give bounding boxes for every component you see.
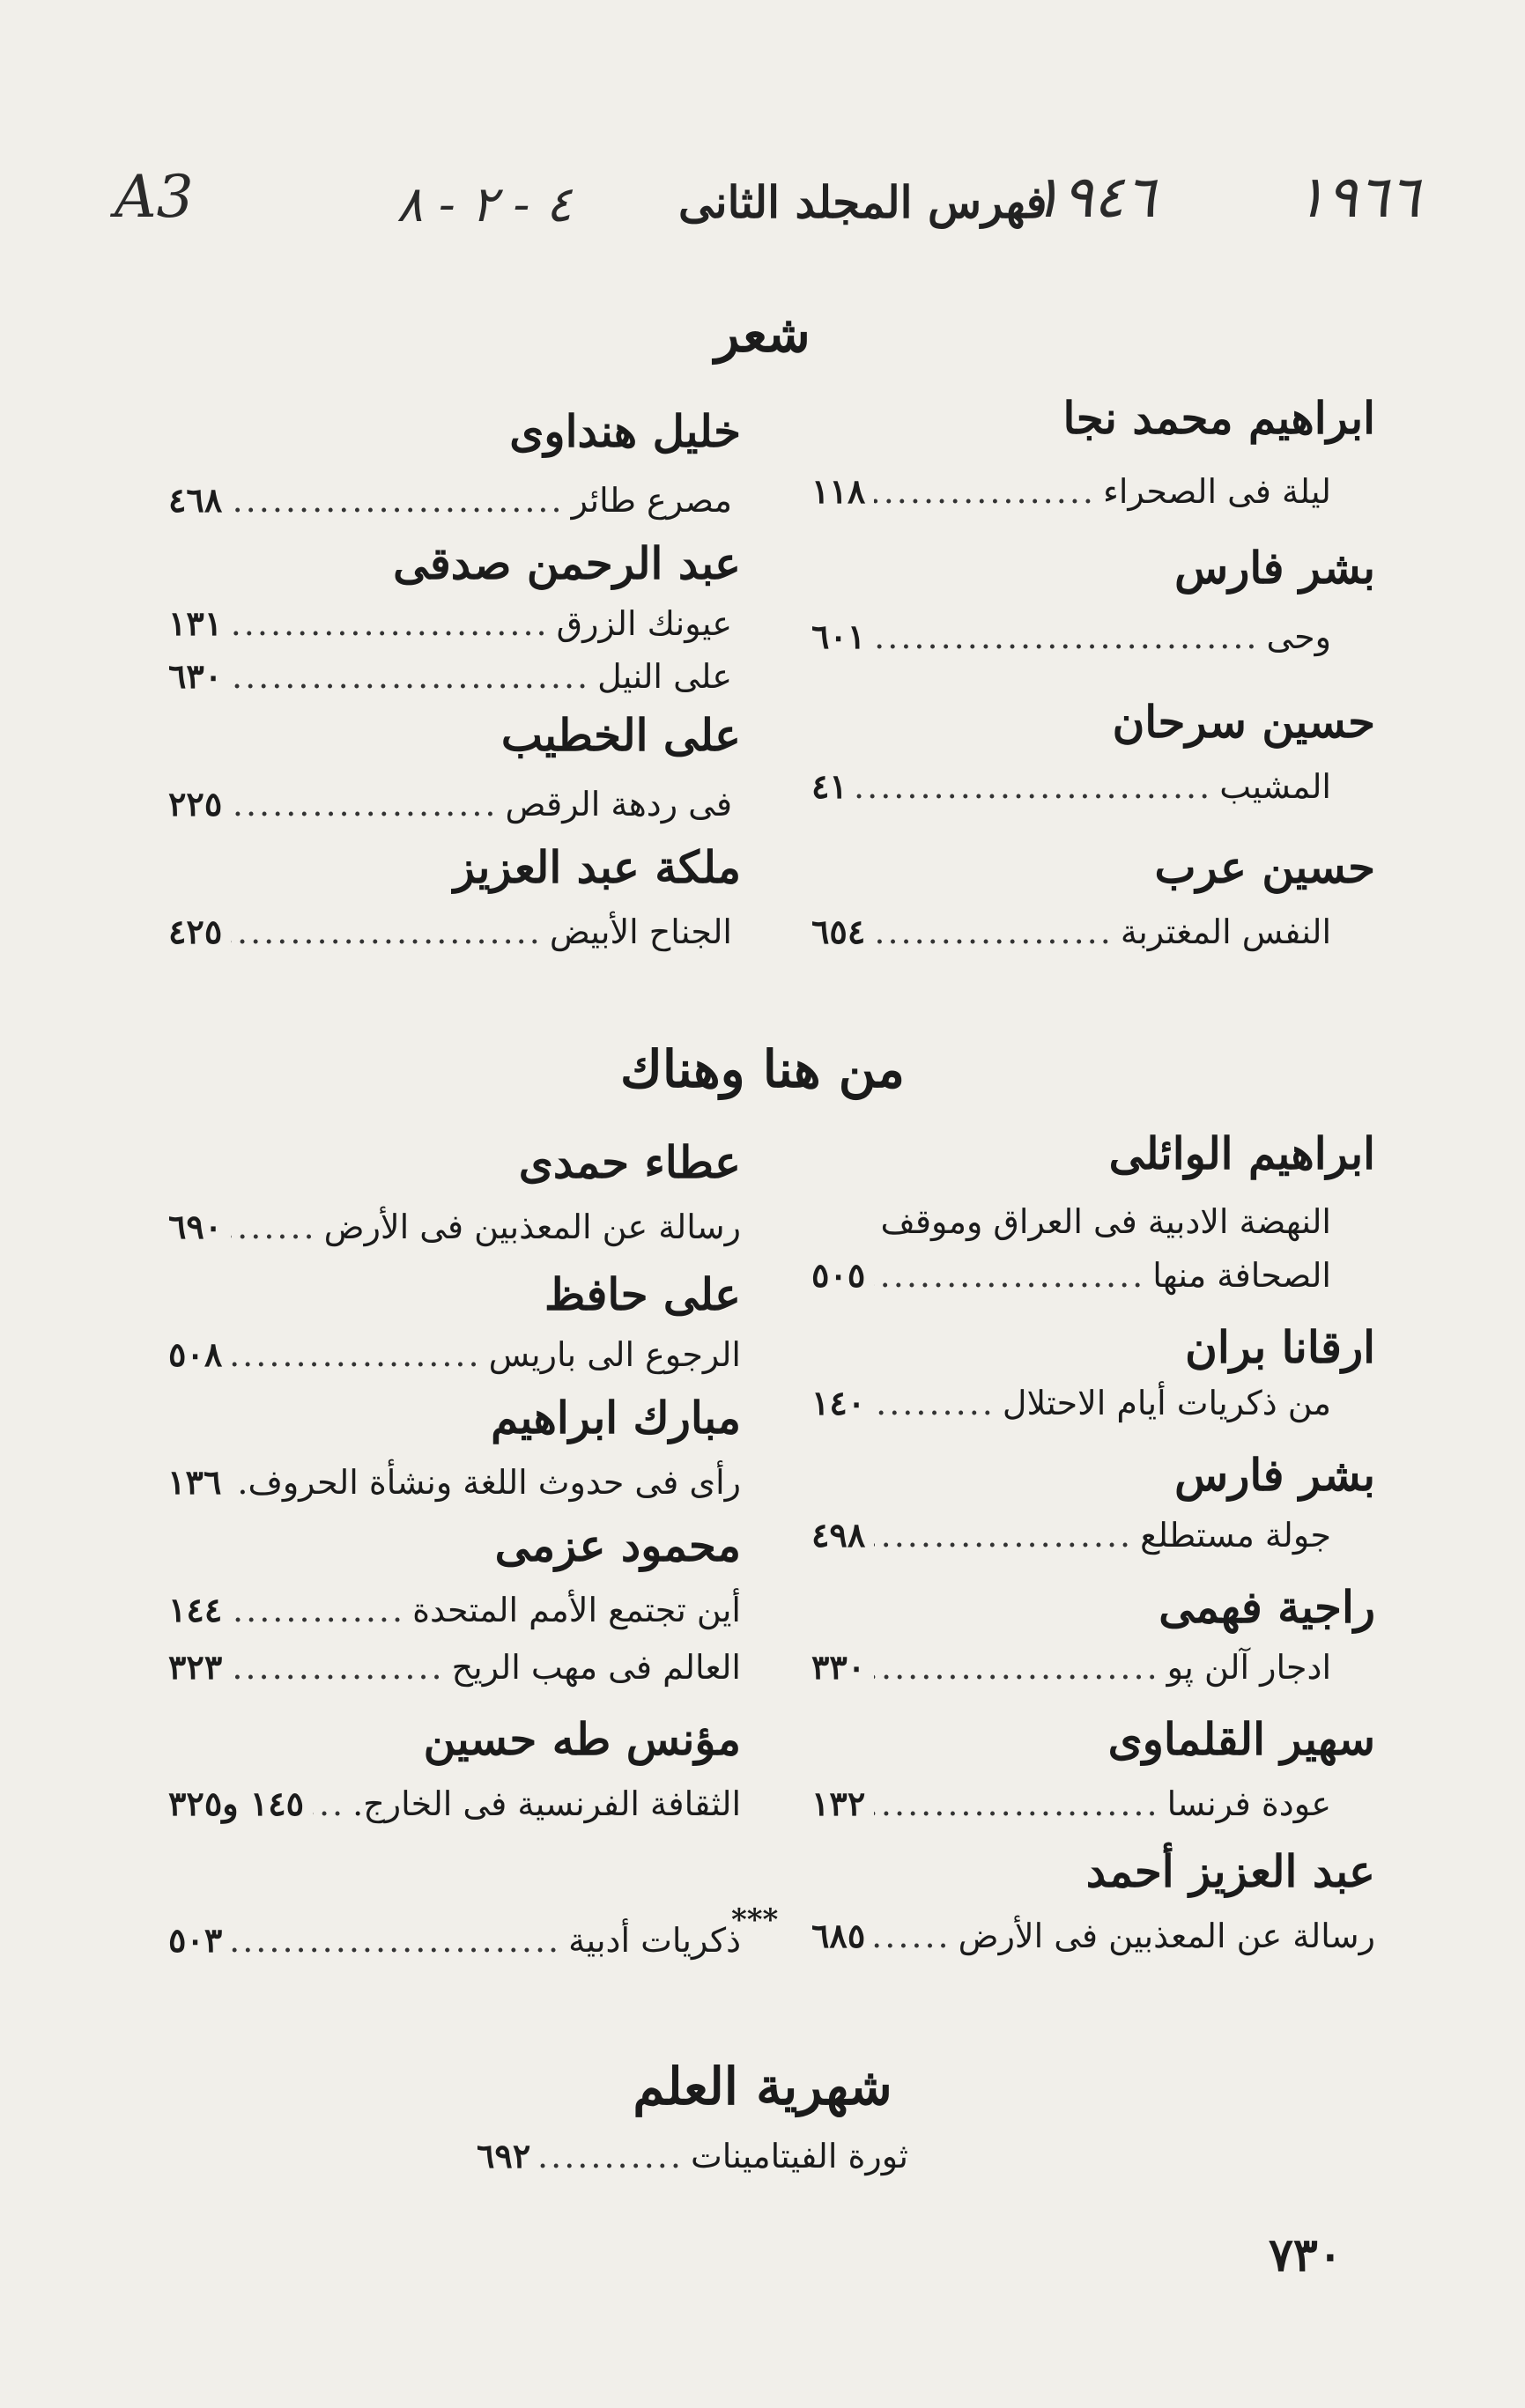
- author-name: بشر فارس: [1174, 1449, 1375, 1501]
- index-entry: [477, 2136, 908, 2175]
- entry-page: ٤٦٨: [168, 480, 223, 520]
- index-entry: [811, 471, 1331, 511]
- section-title-poetry: [0, 304, 1525, 364]
- section-title-science-text: شهرية العلم: [633, 2057, 892, 2116]
- entry-page: ١٣٢: [811, 1784, 866, 1823]
- author-name: ابراهيم الوائلى: [1108, 1127, 1375, 1179]
- author-name: حسين سرحان: [1112, 696, 1375, 748]
- index-entry: [811, 617, 1331, 656]
- entry-title: ليلة فى الصحراء: [1102, 472, 1331, 511]
- anonymous-author-stars: ***: [731, 1902, 779, 1938]
- entry-title: جولة مستطلع: [1140, 1516, 1331, 1555]
- index-entry: [168, 480, 732, 520]
- entry-title: مصرع طائر: [571, 481, 732, 520]
- author-name: مبارك ابراهيم: [491, 1392, 741, 1444]
- entry-page: ٣٢٣: [168, 1647, 223, 1687]
- entry-title: الجناح الأبيض: [549, 912, 732, 951]
- entry-page: ٦٠١: [811, 617, 866, 656]
- entry-page: ٢٢٥: [168, 784, 223, 824]
- entry-title: فى ردهة الرقص: [505, 785, 732, 824]
- entry-title: ثورة الفيتامينات: [690, 2137, 908, 2175]
- entry-title: رأى فى حدوث اللغة ونشأة الحروف.: [237, 1463, 741, 1502]
- index-entry: [811, 1784, 1331, 1823]
- index-entry: [168, 1784, 741, 1823]
- section-title-misc-text: من هنا وهناك: [620, 1039, 905, 1099]
- entry-page: ١٤٠: [811, 1383, 866, 1422]
- entry-page: ٥٠٣: [168, 1920, 223, 1960]
- author-name: حسين عرب: [1154, 841, 1375, 893]
- page-title: فهرس المجلد الثانى: [678, 176, 1048, 228]
- entry-title: عيونك الزرق: [556, 604, 732, 643]
- index-entry: [811, 1515, 1331, 1555]
- entry-title: ادجار آلن پو: [1166, 1648, 1331, 1687]
- section-title-misc: [0, 1039, 1525, 1099]
- entry-title: المشيب: [1219, 767, 1331, 806]
- entry-page: ٤١: [811, 766, 848, 806]
- index-entry: [168, 912, 732, 951]
- entry-page: ٤٩٨: [811, 1515, 866, 1555]
- author-name: على الخطيب: [500, 709, 741, 761]
- index-entry: [168, 603, 732, 643]
- author-name: عبد الرحمن صدقى: [393, 537, 741, 589]
- entry-title: من ذكريات أيام الاحتلال: [1002, 1384, 1331, 1422]
- entry-title: الرجوع الى باريس: [488, 1335, 741, 1374]
- index-entry: [168, 1647, 741, 1687]
- index-entry: [811, 1255, 1331, 1295]
- entry-page: ١٤٤: [168, 1590, 223, 1629]
- entry-title: العالم فى مهب الريح: [451, 1648, 741, 1687]
- index-entry: [168, 1590, 741, 1629]
- index-entry: [168, 784, 732, 824]
- author-name: راجية فهمى: [1159, 1581, 1375, 1633]
- entry-page: ٦٨٥: [811, 1916, 866, 1955]
- author-name: على حافظ: [544, 1268, 741, 1320]
- handwritten-year-2: ١٩٦٦: [1295, 163, 1420, 231]
- entry-title-line1: النهضة الادبية فى العراق وموقف: [880, 1202, 1331, 1241]
- entry-page: ٥٠٨: [168, 1334, 223, 1374]
- entry-page: ٦٥٤: [811, 912, 866, 951]
- entry-page: ١٣٦: [167, 1462, 222, 1502]
- author-name: محمود عزمى: [494, 1519, 741, 1571]
- entry-page: ١٣١: [168, 603, 223, 643]
- entry-page: ٦٩٠: [168, 1207, 223, 1246]
- author-name: بشر فارس: [1174, 542, 1375, 594]
- entry-title: النفس المغتربة: [1120, 912, 1331, 951]
- index-entry: [811, 912, 1331, 951]
- index-entry: [168, 1920, 741, 1960]
- entry-title: رسالة عن المعذبين فى الأرض: [323, 1208, 741, 1246]
- handwritten-year-1: ١٩٤٦: [1031, 163, 1156, 231]
- entry-title: الصحافة منها: [1152, 1256, 1331, 1295]
- section-title-science: [0, 2057, 1525, 2116]
- entry-page: ٦٩٢: [477, 2136, 531, 2175]
- author-name: مؤنس طه حسين: [423, 1713, 741, 1765]
- author-name: ابراهيم محمد نجا: [1062, 392, 1375, 444]
- entry-page: ٣٣٠: [811, 1647, 866, 1687]
- handwritten-note-date: ٤ - ٢ - ٨: [396, 176, 573, 233]
- entry-title: الثقافة الفرنسية فى الخارج.: [352, 1784, 741, 1823]
- entry-title: على النيل: [597, 657, 732, 696]
- handwritten-note-left: A3: [115, 163, 194, 231]
- index-entry: [168, 656, 732, 696]
- author-name: عبد العزيز أحمد: [1085, 1845, 1375, 1897]
- index-entry: [168, 1462, 741, 1502]
- page-number: ٧٣٠: [1269, 2228, 1343, 2282]
- entry-title: عودة فرنسا: [1166, 1784, 1331, 1823]
- entry-page: ١٤٥ و٣٢٥: [168, 1784, 305, 1823]
- author-name: سهير القلماوى: [1107, 1713, 1375, 1765]
- section-title-poetry-text: شعر: [714, 304, 811, 364]
- entry-title: رسالة عن المعذبين فى الأرض: [958, 1917, 1375, 1955]
- author-name: خليل هنداوى: [509, 405, 741, 457]
- index-entry: [168, 1207, 741, 1246]
- entry-page: ١١٨: [811, 471, 866, 511]
- index-entry: [811, 1916, 1375, 1955]
- entry-title: أين تجتمع الأمم المتحدة: [412, 1591, 741, 1629]
- author-name: ارقانا بران: [1185, 1321, 1375, 1373]
- entry-page: ٦٣٠: [168, 656, 223, 696]
- index-entry: [811, 1383, 1331, 1422]
- author-name: عطاء حمدى: [518, 1136, 741, 1188]
- entry-title: ذكريات أدبية: [568, 1921, 741, 1960]
- author-name: ملكة عبد العزيز: [453, 841, 741, 893]
- index-entry: [811, 766, 1331, 806]
- index-entry: [811, 1647, 1331, 1687]
- index-entry: [168, 1334, 741, 1374]
- entry-page: ٥٠٥: [811, 1255, 866, 1295]
- entry-title: وحى: [1266, 617, 1331, 656]
- entry-page: ٤٢٥: [168, 912, 223, 951]
